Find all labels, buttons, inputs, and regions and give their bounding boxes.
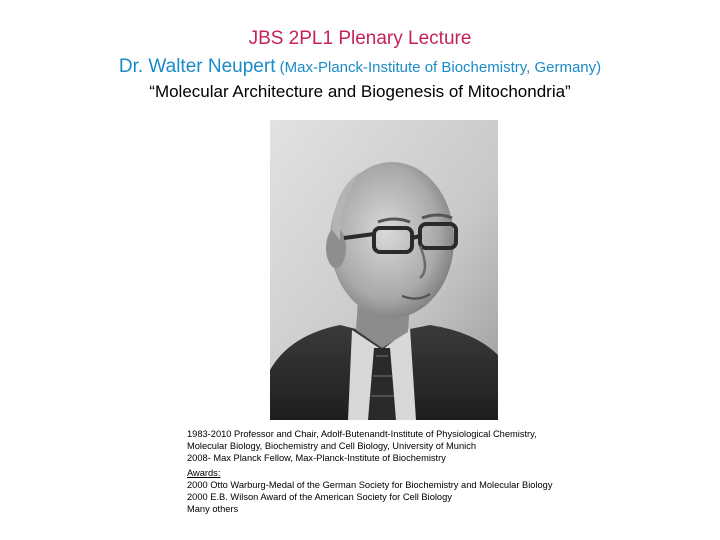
award-item: 2000 E.B. Wilson Award of the American Society for Cell Biology: [187, 492, 452, 502]
awards-heading: Awards:: [187, 468, 221, 478]
lecture-title: “Molecular Architecture and Biogenesis of Mitochondria”: [149, 82, 571, 101]
award-item: 2000 Otto Warburg-Medal of the German Society for Biochemistry and Molecular Biology: [187, 480, 553, 490]
career-line: Molecular Biology, Biochemistry and Cell Biology, University of Munich: [187, 441, 477, 451]
speaker-portrait-photo: [270, 120, 498, 420]
speaker-line: [0, 56, 720, 78]
speaker-name: Dr. Walter Neupert: [118, 56, 276, 77]
speaker-affiliation: (Max-Planck-Institute of Biochemistry, Germany): [275, 59, 602, 76]
lecture-series-title: JBS 2PL1 Plenary Lecture: [248, 28, 472, 49]
career-line: 2008- Max Planck Fellow, Max-Planck-Institute of Biochemistry: [187, 453, 446, 463]
speaker-biography: [187, 428, 667, 515]
award-item: Many others: [187, 504, 239, 514]
career-line: 1983-2010 Professor and Chair, Adolf-Butenandt-Institute of Physiological Chemistry,: [187, 429, 537, 439]
